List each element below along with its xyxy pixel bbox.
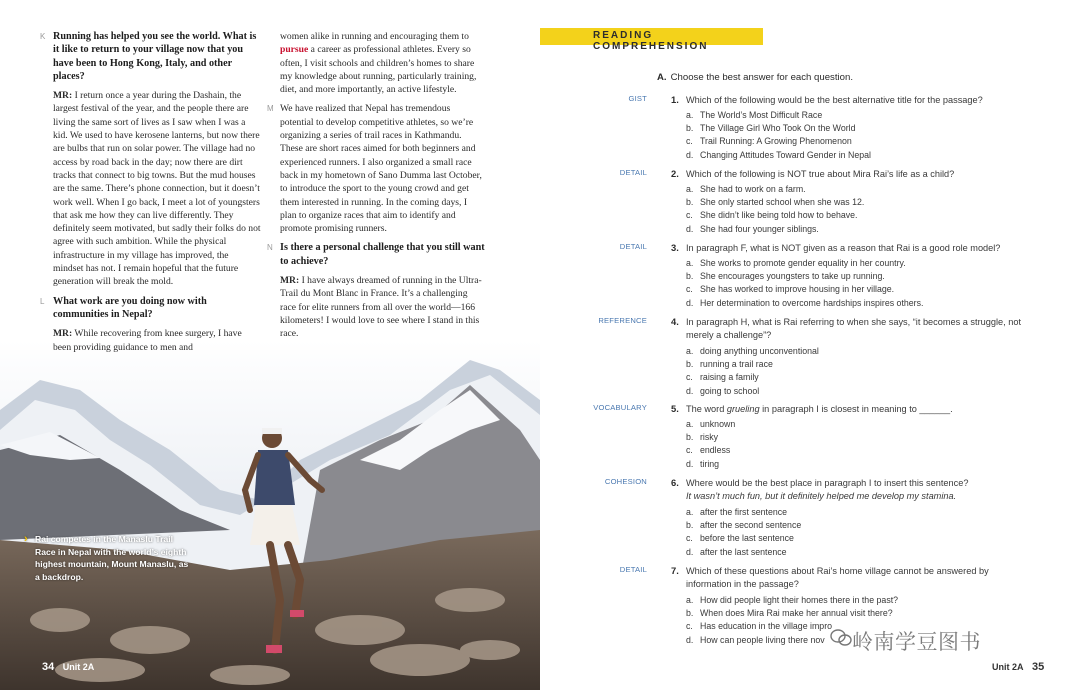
wechat-icon [830, 628, 852, 648]
question-category: COHESION [604, 477, 647, 486]
answer-paragraph [53, 89, 261, 288]
answer-paragraph [53, 327, 261, 354]
answer-option[interactable]: a. after the first sentence [686, 507, 788, 517]
answer-options [686, 506, 1026, 559]
answer-option[interactable]: b. running a trail race [686, 359, 773, 370]
answer-option[interactable]: c. before the last sentence [686, 533, 794, 544]
interview-question: Is there a personal challenge that you still want to achieve? [280, 242, 485, 267]
paragraph-m [267, 102, 485, 235]
question-number: 3. [671, 242, 679, 253]
answer-option[interactable]: d. How can people living there nov [686, 634, 825, 645]
vocab-word: pursue [280, 44, 309, 56]
answer-option[interactable]: b. She only started school when she was 12. [686, 197, 865, 208]
caption-text: Rai competes in the Manaslu Trail Race in Nepal with the world’s eighth highest mountain, Mount Manaslu, as a backdrop. [35, 534, 189, 582]
insert-sentence: It wasn’t much fun, but it definitely helped me develop my stamina. [686, 491, 957, 501]
question-number: 7. [671, 565, 679, 576]
question-category: REFERENCE [598, 316, 647, 325]
mountain-runner-photo [0, 340, 540, 690]
paragraph-letter: M [267, 104, 274, 114]
paragraph-n [267, 241, 485, 268]
answer-option[interactable]: a. She works to promote gender equality in her country. [686, 258, 906, 268]
answer-paragraph [280, 274, 485, 340]
answer-continued [280, 30, 485, 96]
answer-option[interactable]: d. She had four younger siblings. [686, 223, 819, 234]
paragraph-k [40, 30, 261, 83]
question-category: DETAIL [619, 565, 647, 574]
question-number: 2. [671, 168, 679, 179]
answer-option[interactable]: c. endless [686, 445, 731, 456]
answer-option[interactable]: b. after the second sentence [686, 520, 802, 531]
answer-option[interactable]: c. She has worked to improve housing in her village. [686, 284, 895, 295]
section-banner [540, 28, 763, 52]
page-number: 34 [42, 661, 55, 673]
page-number: 35 [1031, 661, 1045, 673]
watermark: 岭南学豆图书 [852, 630, 981, 654]
answer-option[interactable]: d. Changing Attitudes Toward Gender in Nepal [686, 149, 871, 160]
photo-caption [24, 533, 195, 583]
question-text: Which of the following would be the best alternative title for the passage? [686, 95, 983, 105]
question-text: Where would be the best place in paragraph I to insert this sentence? It wasn’t much fun, but it definitely helped me develop my stamina. [686, 478, 969, 501]
answer-option[interactable]: b. When does Mira Rai make her annual visit there? [686, 608, 893, 619]
answer-text: While recovering from knee surgery, I have been providing guidance to men and [53, 328, 242, 353]
answer-option[interactable]: a. The World’s Most Difficult Race [686, 110, 823, 120]
question-text: Which of the following is NOT true about Mira Rai’s life as a child? [686, 169, 955, 179]
answer-option[interactable]: d. going to school [686, 385, 760, 396]
page-footer-right [992, 657, 1044, 675]
question-number: 4. [671, 316, 679, 327]
question-text: Which of these questions about Rai’s home village cannot be answered by information in the passage? [686, 566, 989, 589]
paragraph-l [40, 295, 261, 322]
article-column-1 [40, 30, 261, 360]
speaker-label: MR: [53, 90, 73, 102]
answer-option[interactable]: b. She encourages youngsters to take up running. [686, 271, 885, 282]
answer-option[interactable]: c. Trail Running: A Growing Phenomenon [686, 136, 852, 147]
article-column-2 [267, 30, 485, 347]
answer-option[interactable]: b. risky [686, 432, 719, 443]
question-number: 5. [671, 403, 679, 414]
caption-arrow-icon: › [24, 533, 28, 545]
answer-option[interactable]: c. raising a family [686, 372, 759, 383]
unit-label: Unit 2A [992, 662, 1024, 672]
question-category: VOCABULARY [593, 403, 647, 412]
question-category: GIST [628, 94, 647, 103]
answer-options [686, 418, 1026, 471]
paragraph-letter: L [40, 296, 45, 306]
answer-option[interactable]: b. The Village Girl Who Took On the World [686, 123, 856, 134]
section-title: READING COMPREHENSION [593, 30, 709, 52]
answer-option[interactable]: d. tiring [686, 458, 720, 469]
right-page [540, 0, 1080, 690]
paragraph-letter: K [40, 32, 46, 41]
question-category: DETAIL [619, 168, 647, 177]
question-text: The word grueling in paragraph I is closest in meaning to ______. [686, 404, 953, 414]
answer-text: women alike in running and encouraging them to [280, 31, 469, 42]
answer-options [686, 183, 1026, 236]
answer-option[interactable]: c. She didn’t like being told how to behave. [686, 210, 858, 221]
interview-question: What work are you doing now with communities in Nepal? [53, 295, 207, 320]
answer-option[interactable]: a. How did people light their homes there in the past? [686, 595, 899, 605]
question-text: In paragraph H, what is Rai referring to when she says, “it becomes a struggle, not merely a challenge”? [686, 317, 1021, 340]
unit-label: Unit 2A [62, 662, 95, 672]
question-number: 1. [671, 94, 679, 105]
vocab-term: grueling [726, 404, 760, 414]
paragraph-letter: N [267, 243, 273, 253]
answer-option[interactable]: a. doing anything unconventional [686, 346, 819, 356]
answer-option[interactable]: d. after the last sentence [686, 546, 787, 557]
question-number: 6. [671, 477, 679, 488]
instruction [657, 72, 853, 83]
question-category: DETAIL [619, 242, 647, 251]
answer-text: a career as professional athletes. Every so often, I visit schools and children’s homes to share my knowledge about running, particularly training, diet, and more importantly, an active lifestyle. [280, 44, 477, 96]
answer-option[interactable]: a. She had to work on a farm. [686, 184, 806, 194]
speaker-label: MR: [53, 328, 73, 340]
answer-options [686, 109, 1026, 162]
answer-option[interactable]: d. Her determination to overcome hardships inspires others. [686, 297, 924, 308]
question-text: In paragraph F, what is NOT given as a reason that Rai is a good role model? [686, 243, 1001, 253]
answer-option[interactable]: a. unknown [686, 419, 736, 429]
answer-text: I return once a year during the Dashain, the largest festival of the year, and the people there are living the same sort of lives as I saw when I was a kid. We used to have kerosene lanterns, but now there are bulbs that run on solar power. The village had no access by road back in the day; now there are dirt tracks that connect to big towns. But the mud houses are the same. There’s phone connection, but it doesn’t work well. When I go back, I meet a lot of youngsters that ask me how they can live differently. They definitely seem motivated, but sadly their folks do not agree with such ambition. While the physical infrastructure in my village has improved, the mindset has not. I remain hopeful that the future generation will break the mold. [53, 90, 261, 288]
interview-question: Running has helped you see the world. What is it like to return to your village now that you have been to Hong Kong, Italy, and other places? [53, 31, 257, 82]
instruction-text: Choose the best answer for each question. [670, 72, 853, 83]
mountain-runner-illustration [0, 340, 540, 690]
answer-text: I have always dreamed of running in the Ultra-Trail du Mont Blanc in France. It’s a challenging race for elite runners from all over the world—166 kilometers! I would love to see where I stand in this race. [280, 275, 482, 340]
answer-options [686, 345, 1026, 398]
speaker-label: MR: [280, 275, 300, 287]
page-footer-left [42, 657, 94, 675]
answer-options [686, 257, 1026, 310]
instruction-letter: A. [657, 72, 667, 83]
answer-option[interactable]: c. Has education in the village impro [686, 621, 833, 632]
answer-text: We have realized that Nepal has tremendous potential to develop competitive athletes, so we’re organizing a series of trail races in Kathmandu. These are short races aimed for both beginners and experienced runners. I also organized a small race back in my hometown of Sano Dumma last October, to introduce the sport to the young crowd and get them interested in running. In the coming days, I plan to organize races that aim to identify and promote promising runners. [280, 103, 482, 235]
